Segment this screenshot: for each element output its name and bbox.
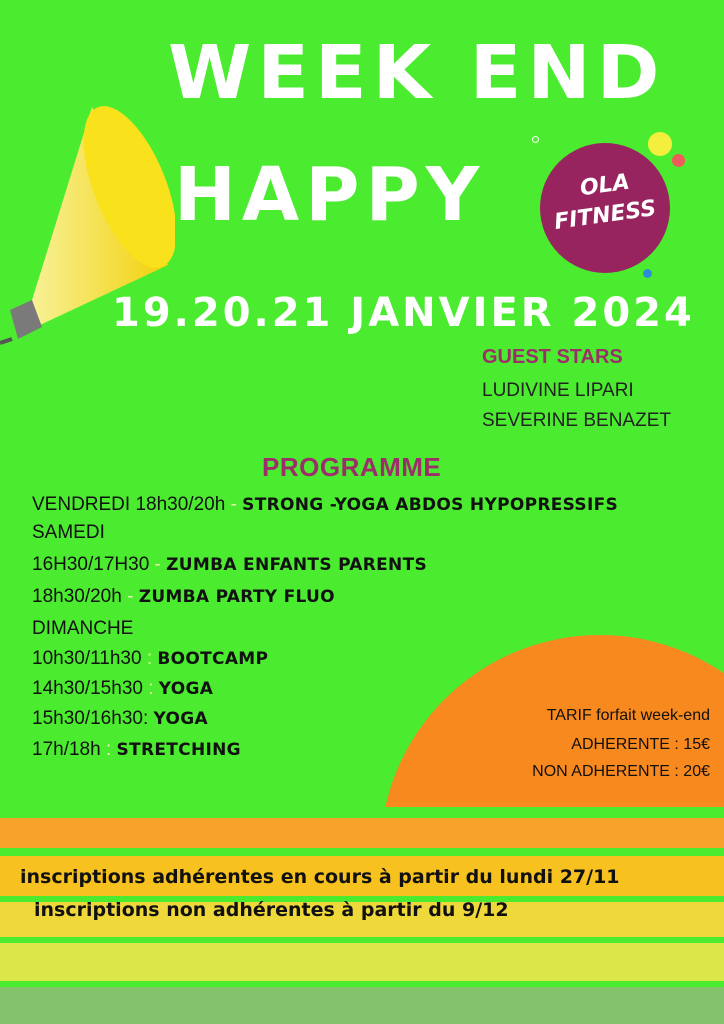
event-dates: 19.20.21 JANVIER 2024 (112, 290, 695, 336)
programme-time: 17h/18h (32, 739, 106, 760)
ola-fitness-logo (540, 143, 670, 273)
decor-dot-blue (643, 269, 652, 278)
programme-activity: YOGA (153, 709, 208, 729)
programme-line (32, 739, 241, 761)
decor-dot-yellow (648, 132, 672, 156)
programme-time: 14h30/15h30 (32, 678, 149, 699)
programme-activity: ZUMBA ENFANTS PARENTS (166, 555, 428, 575)
programme-time: 10h30/11h30 (32, 648, 147, 669)
programme-line (32, 522, 105, 544)
tarif-non-member: NON ADHERENTE : 20€ (532, 763, 710, 780)
decor-dot-ring (532, 136, 539, 143)
programme-day: SAMEDI (32, 522, 105, 543)
programme-activity: ZUMBA PARTY FLUO (138, 587, 335, 607)
programme-line (32, 554, 427, 576)
decor-dot-red (672, 154, 685, 167)
programme-separator: - (230, 494, 243, 515)
programme-activity: BOOTCAMP (157, 649, 269, 669)
programme-separator: : (148, 678, 159, 699)
programme-line (32, 618, 133, 640)
programme-line (32, 678, 213, 700)
inscriptions-non-members: inscriptions non adhérentes à partir du 9/12 (34, 899, 509, 921)
band-orange-1 (0, 807, 724, 818)
programme-time: VENDREDI 18h30/20h (32, 494, 231, 515)
programme-line (32, 586, 335, 608)
programme-separator: : (105, 739, 117, 760)
programme-activity: YOGA (158, 679, 214, 699)
logo-text-ola: OLA (578, 169, 632, 202)
tarif-title: TARIF forfait week-end (546, 707, 710, 724)
band-orange-2 (0, 818, 724, 848)
programme-separator: - (127, 586, 139, 607)
programme-line (32, 494, 618, 516)
title-line-1: WEEK END (168, 30, 666, 116)
programme-activity: STRONG -YOGA ABDOS HYPOPRESSIFS (242, 495, 619, 515)
programme-activity: STRETCHING (116, 740, 241, 760)
programme-time: 15h30/16h30 (32, 708, 143, 729)
band-green (0, 987, 724, 1024)
guest-name: LUDIVINE LIPARI (482, 380, 634, 401)
programme-day: DIMANCHE (32, 618, 134, 639)
title-line-2: HAPPY (174, 152, 486, 238)
guest-stars-heading: GUEST STARS (482, 346, 623, 368)
programme-time: 16H30/17H30 (32, 554, 155, 575)
programme-separator: - (154, 554, 167, 575)
programme-heading: PROGRAMME (262, 452, 442, 482)
band-separator (0, 848, 724, 856)
logo-text-fitness: FITNESS (552, 195, 658, 236)
tarif-member: ADHERENTE : 15€ (571, 736, 710, 753)
programme-line (32, 708, 208, 730)
programme-separator: : (146, 648, 158, 669)
band-lime (0, 943, 724, 981)
guest-name: SEVERINE BENAZET (482, 410, 671, 431)
inscriptions-members: inscriptions adhérentes en cours à partir du lundi 27/11 (20, 866, 620, 888)
programme-separator: : (142, 708, 154, 729)
programme-time: 18h30/20h (32, 586, 128, 607)
programme-line (32, 648, 268, 670)
